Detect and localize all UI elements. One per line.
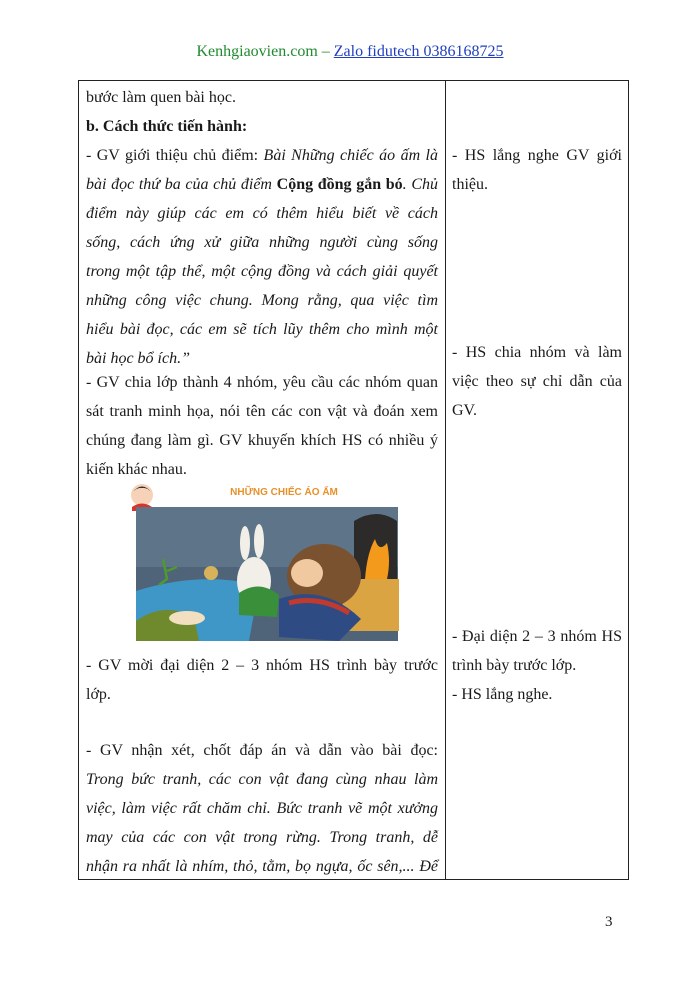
text-run-italic: bài đọc thứ ba của chủ điểm: [86, 176, 277, 193]
text-line: kiến khác nhau.: [86, 461, 187, 478]
text-line: - GV nhận xét, chốt đáp án và dẫn vào bài đọc:: [86, 742, 438, 759]
text-line: - GV chia lớp thành 4 nhóm, yêu cầu các nhóm quan: [86, 374, 438, 391]
student-activity-line: - HS lắng nghe GV giới: [452, 147, 622, 164]
column-divider: [445, 81, 446, 879]
snail-shell: [204, 566, 218, 580]
header-site-link[interactable]: Kenhgiaovien.com: [196, 43, 318, 60]
text-run-italic: Bài Những chiếc áo ấm là: [263, 147, 439, 164]
student-activity-line: việc theo sự chỉ dẫn của: [452, 373, 622, 390]
text-line: chúng đang làm gì. GV khuyến khích HS có nhiều ý: [86, 432, 438, 449]
text-line: hiểu bài đọc, các em sẽ tích lũy thêm cho mình một: [86, 321, 438, 338]
text-line: bài học bổ ích.”: [86, 350, 190, 367]
rabbit-clothes: [239, 586, 279, 617]
text-run-italic: . Chủ: [402, 176, 439, 193]
text-line: Trong bức tranh, các con vật đang cùng nhau làm: [86, 771, 438, 788]
text-line: bước làm quen bài học.: [86, 89, 236, 106]
text-line: lớp.: [86, 686, 111, 703]
text-line: những công việc chung. Mong rằng, qua việc tìm: [86, 292, 438, 309]
text-run: - GV giới thiệu chủ điểm:: [86, 147, 264, 164]
student-activity-line: GV.: [452, 402, 478, 419]
theme-name: Cộng đồng gắn bó: [276, 176, 403, 193]
student-activity-line: - HS chia nhóm và làm: [452, 344, 622, 361]
rabbit-ear: [240, 526, 250, 560]
student-activity-line: - HS lắng nghe.: [452, 686, 553, 703]
text-line: trong một tập thể, một cộng đồng và cách giải quyết: [86, 263, 438, 280]
text-line: việc, làm việc rất chăm chỉ. Bức tranh vẽ một xưởng: [86, 800, 438, 817]
student-activity-line: thiệu.: [452, 176, 488, 193]
student-activity-line: - Đại diện 2 – 3 nhóm HS: [452, 628, 622, 645]
rabbit-ear: [254, 524, 264, 558]
page-header: [0, 42, 700, 62]
header-separator: –: [317, 43, 334, 60]
text-line: sống, cách ứng xử giữa những người cùng sống: [86, 234, 438, 251]
student-activity-line: trình bày trước lớp.: [452, 657, 577, 674]
text-line: [86, 170, 438, 199]
text-line: - GV mời đại diện 2 – 3 nhóm HS trình bày trước: [86, 657, 438, 674]
text-line: điểm này giúp các em có thêm hiểu biết về cách: [86, 205, 438, 222]
lesson-illustration: [129, 481, 399, 641]
page-number: 3: [605, 914, 613, 930]
lesson-table: [78, 80, 629, 880]
illustration-title: NHỮNG CHIẾC ÁO ẤM: [230, 487, 338, 498]
section-heading: b. Cách thức tiến hành:: [86, 118, 248, 135]
text-line: [86, 141, 438, 170]
text-line: nhận ra nhất là nhím, thỏ, tằm, bọ ngựa, ốc sên,... Để: [86, 858, 438, 875]
header-contact-link[interactable]: Zalo fidutech 0386168725: [333, 43, 504, 60]
hedgehog-face: [291, 559, 323, 587]
text-line: may của các con vật trong rừng. Trong tranh, dễ: [86, 829, 438, 846]
silkworm: [169, 611, 205, 625]
text-line: sát tranh minh họa, nói tên các con vật và đoán xem: [86, 403, 438, 420]
